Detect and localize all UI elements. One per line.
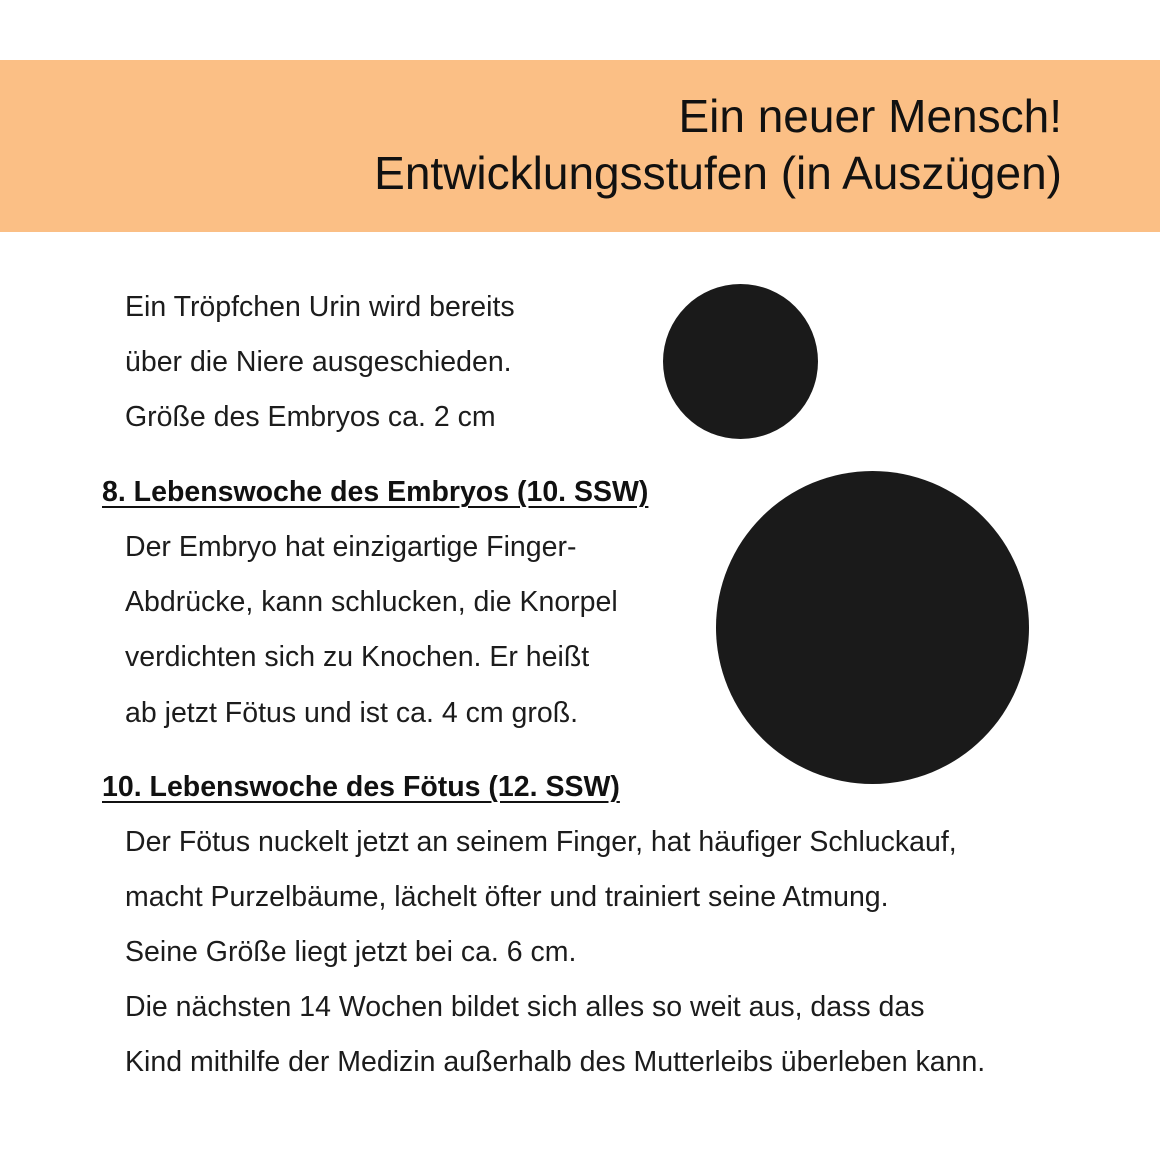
week10-line: macht Purzelbäume, lächelt öfter und trainiert seine Atmung. bbox=[125, 881, 889, 913]
week10-line: Der Fötus nuckelt jetzt an seinem Finger, hat häufiger Schluckauf, bbox=[125, 826, 957, 858]
week10-line: Kind mithilfe der Medizin außerhalb des Mutterleibs überleben kann. bbox=[125, 1046, 986, 1078]
embryo-size-circle-2cm bbox=[663, 284, 818, 439]
fetus-size-circle-4cm bbox=[716, 471, 1029, 784]
week8-line: Der Embryo hat einzigartige Finger- bbox=[125, 531, 577, 563]
week8-line: verdichten sich zu Knochen. Er heißt bbox=[125, 641, 590, 673]
week10-line: Die nächsten 14 Wochen bildet sich alles so weit aus, dass das bbox=[125, 991, 925, 1023]
page-subtitle: Entwicklungsstufen (in Auszügen) bbox=[374, 147, 1062, 199]
intro-line: Größe des Embryos ca. 2 cm bbox=[125, 401, 496, 433]
week10-line: Seine Größe liegt jetzt bei ca. 6 cm. bbox=[125, 936, 577, 968]
week8-line: ab jetzt Fötus und ist ca. 4 cm groß. bbox=[125, 697, 579, 729]
week8-line: Abdrücke, kann schlucken, die Knorpel bbox=[125, 586, 618, 618]
week10-heading: 10. Lebenswoche des Fötus (12. SSW) bbox=[102, 771, 620, 803]
intro-line: über die Niere ausgeschieden. bbox=[125, 346, 512, 378]
page-title: Ein neuer Mensch! bbox=[678, 90, 1062, 142]
header-band bbox=[0, 60, 1160, 232]
intro-line: Ein Tröpfchen Urin wird bereits bbox=[125, 291, 515, 323]
week8-heading: 8. Lebenswoche des Embryos (10. SSW) bbox=[102, 476, 649, 508]
